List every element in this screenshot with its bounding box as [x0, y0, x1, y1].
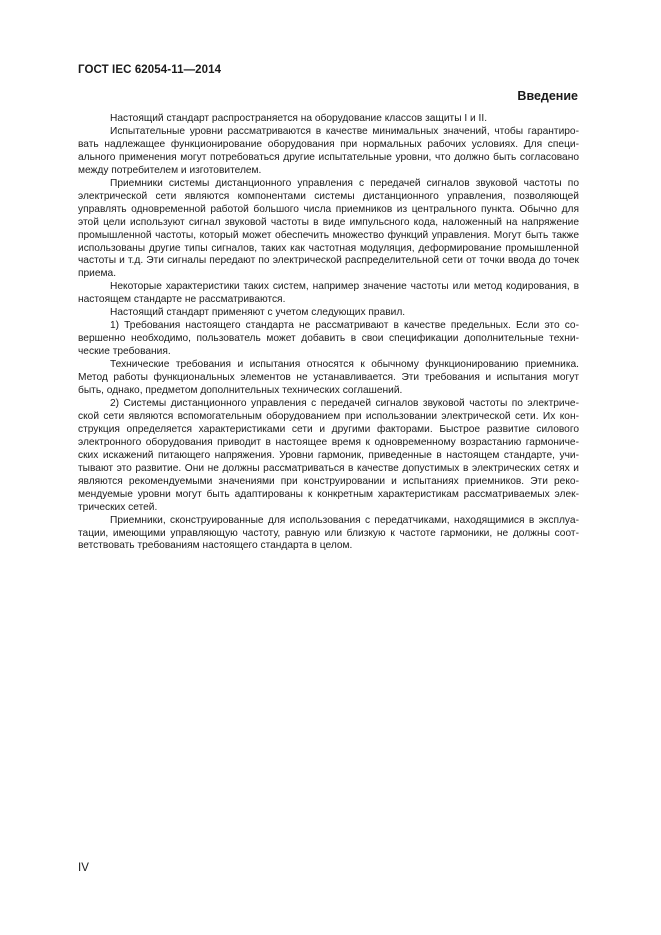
paragraph: Испытательные уровни рассматриваются в качестве минимальных значений, чтобы гарантировать надлежащее функционирование оборудования при нормальных рабочих условиях. Для специального применения могут потребоваться другие испытательные уровни, что должно быть согласовано между потребителем и изготовителем. [78, 125, 579, 176]
body-text [78, 113, 579, 553]
paragraph: Настоящий стандарт распространяется на оборудование классов защиты I и II. [110, 113, 488, 124]
paragraph: Технические требования и испытания относятся к обычному функционированию приемника. Метод работы функциональных элементов не устанавливается. Эти требования и испытания могут быть, однако, предметом дополнительных технических соглашений. [78, 359, 579, 397]
paragraph: Приемники, сконструированные для использования с передатчиками, находящимися в эксплуатации, имеющими управляющую частоту, равную или близкую к частоте гармоники, не должны соответствовать требованиям настоящего стандарта в целом. [78, 514, 579, 552]
document-code: ГОСТ IEC 62054-11—2014 [78, 64, 222, 76]
paragraph: Приемники системы дистанционного управления с передачей сигналов звуковой частоты по электрической сети являются компонентами системы дистанционного управления, позволяющей управлять одновременной работой большого числа приемников из центрального пункта. Обычно для этой цели используют сигнал звуковой частоты в виде импульсного кода, наложенный на напряжение промышленной частоты, который может обеспечить множество функций управления. Могут быть также использованы другие типы сигналов, таких как частотная модуляция, деформирование промышленной частоты и т.д. Эти сигналы передают по электрической распределительной сети от точки ввода до точек приема. [78, 177, 579, 280]
paragraph: 1) Требования настоящего стандарта не рассматривают в качестве предельных. Если это совершенно необходимо, пользователь может добавить в свои спецификации дополнительные технические требования. [78, 320, 579, 358]
page-number: IV [78, 862, 89, 874]
paragraph: Настоящий стандарт применяют с учетом следующих правил. [110, 307, 406, 319]
section-title: Введение [517, 89, 578, 103]
paragraph: 2) Системы дистанционного управления с передачей сигналов звуковой частоты по электрической сети являются вспомогательным оборудованием при использовании электрической сети. Их конструкция определяется характеристиками сети и другими факторами. Быстрое развитие силового электронного оборудования приводит в настоящее время к одновременному возрастанию гармонических искажений питающего напряжения. Уровни гармоник, приведенные в настоящем стандарте, учитывают это развитие. Они не должны рассматриваться в качестве допустимых в электрических сетях и являются рекомендуемыми значениями при конструировании и испытаниях приемников. Эти рекомендуемые уровни могут быть адаптированы к конкретным характеристикам рассматриваемых электрических сетей. [78, 397, 579, 513]
paragraph: Некоторые характеристики таких систем, например значение частоты или метод кодирования, в настоящем стандарте не рассматриваются. [78, 281, 579, 306]
